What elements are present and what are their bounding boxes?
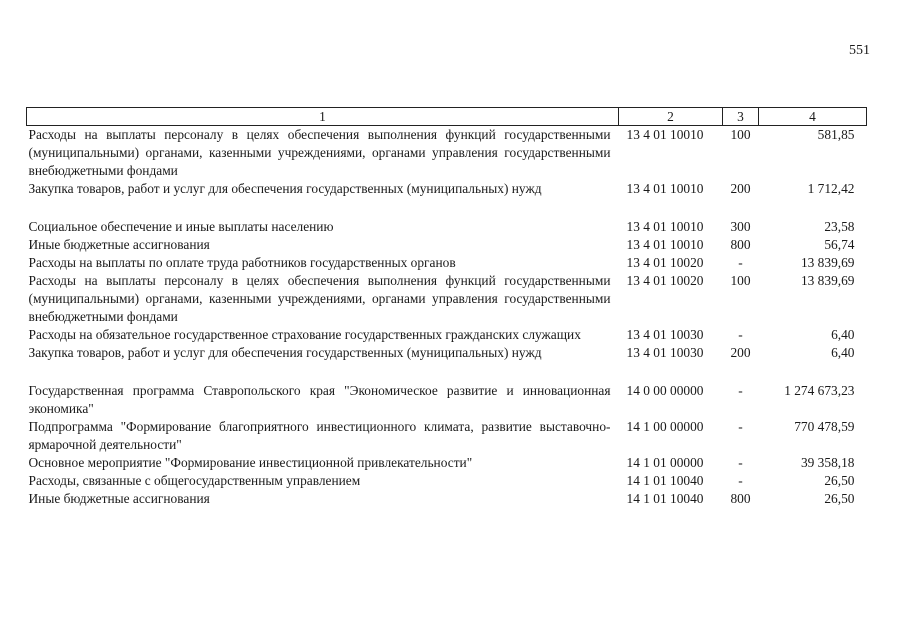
row-code: 14 1 01 00000	[626, 455, 704, 470]
table-row	[27, 254, 867, 272]
row-amount: 39 358,18	[800, 455, 855, 470]
row-code: 13 4 01 10030	[626, 345, 704, 360]
row-type: 200	[730, 345, 751, 360]
row-description: Закупка товаров, работ и услуг для обеспечения государственных (муниципальных) нужд	[28, 345, 542, 360]
row-code: 14 1 01 10040	[626, 473, 704, 488]
row-description: Расходы, связанные с общегосударственным управлением	[28, 473, 361, 488]
row-type: 800	[730, 491, 751, 506]
column-header-3: 3	[723, 108, 759, 126]
table-row	[27, 454, 867, 472]
row-description: Иные бюджетные ассигнования	[28, 237, 210, 252]
row-code: 14 1 01 10040	[626, 491, 704, 506]
row-code: 14 0 00 00000	[626, 383, 704, 398]
column-header-1: 1	[27, 108, 619, 126]
row-type: 300	[730, 219, 751, 234]
row-amount: 6,40	[831, 345, 855, 360]
table-row	[27, 218, 867, 236]
row-type: -	[738, 327, 743, 342]
row-amount: 13 839,69	[800, 273, 855, 288]
column-header-4: 4	[759, 108, 867, 126]
row-code: 13 4 01 10010	[626, 181, 704, 196]
row-code: 13 4 01 10030	[626, 327, 704, 342]
row-amount: 1 712,42	[807, 181, 855, 196]
row-type: -	[738, 419, 743, 434]
row-code: 13 4 01 10020	[626, 273, 704, 288]
row-type: 800	[730, 237, 751, 252]
row-code: 13 4 01 10020	[626, 255, 704, 270]
row-description: Государственная программа Ставропольского края "Экономическое развитие и инновационная экономика"	[28, 383, 611, 416]
row-description: Закупка товаров, работ и услуг для обеспечения государственных (муниципальных) нужд	[28, 181, 542, 196]
row-amount: 1 274 673,23	[784, 383, 855, 398]
row-amount: 13 839,69	[800, 255, 855, 270]
row-code: 14 1 00 00000	[626, 419, 704, 434]
row-type: 200	[730, 181, 751, 196]
row-amount: 56,74	[824, 237, 855, 252]
row-description: Расходы на выплаты персоналу в целях обеспечения выполнения функций государственными (муниципальными) органами, казенными учреждениями, органами управления государственными внебюджетными фондами	[28, 273, 611, 324]
table-row	[27, 490, 867, 508]
table-row	[27, 382, 867, 418]
row-type: 100	[730, 273, 751, 288]
row-amount: 581,85	[817, 127, 855, 142]
row-code: 13 4 01 10010	[626, 127, 704, 142]
row-code: 13 4 01 10010	[626, 237, 704, 252]
table-row	[27, 326, 867, 344]
row-type: -	[738, 455, 743, 470]
row-amount: 23,58	[824, 219, 855, 234]
row-amount: 26,50	[824, 491, 855, 506]
table-row	[27, 180, 867, 218]
row-description: Иные бюджетные ассигнования	[28, 491, 210, 506]
table-row	[27, 126, 867, 181]
row-type: -	[738, 383, 743, 398]
row-type: -	[738, 255, 743, 270]
row-description: Расходы на выплаты персоналу в целях обеспечения выполнения функций государственными (муниципальными) органами, казенными учреждениями, органами управления государственными внебюджетными фондами	[28, 127, 611, 178]
column-header-2: 2	[619, 108, 723, 126]
row-description: Расходы на выплаты по оплате труда работников государственных органов	[28, 255, 456, 270]
table-row	[27, 418, 867, 454]
row-type: 100	[730, 127, 751, 142]
table-row	[27, 472, 867, 490]
table-row	[27, 272, 867, 326]
page-number: 551	[849, 43, 870, 58]
row-amount: 26,50	[824, 473, 855, 488]
row-description: Социальное обеспечение и иные выплаты населению	[28, 219, 334, 234]
table-row	[27, 344, 867, 382]
budget-table	[26, 107, 867, 508]
row-code: 13 4 01 10010	[626, 219, 704, 234]
row-description: Подпрограмма "Формирование благоприятного инвестиционного климата, развитие выставочно-ярмарочной деятельности"	[28, 419, 611, 452]
row-description: Расходы на обязательное государственное страхование государственных гражданских служащих	[28, 327, 581, 342]
table-row	[27, 236, 867, 254]
row-amount: 6,40	[831, 327, 855, 342]
row-amount: 770 478,59	[794, 419, 855, 434]
table-header-row	[27, 108, 867, 126]
row-type: -	[738, 473, 743, 488]
row-description: Основное мероприятие "Формирование инвестиционной привлекательности"	[28, 455, 473, 470]
